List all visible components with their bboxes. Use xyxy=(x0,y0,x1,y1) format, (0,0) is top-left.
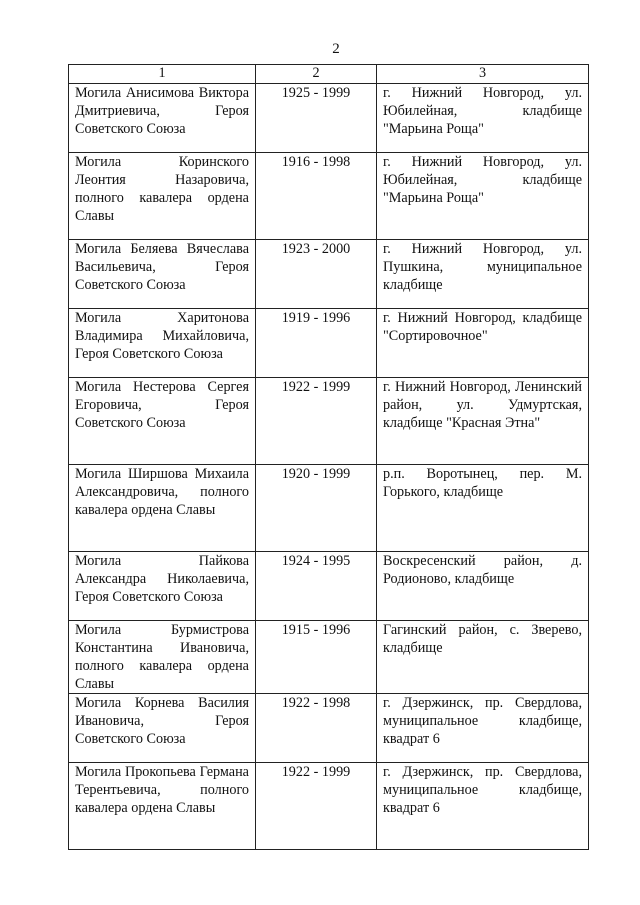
years-cell: 1916 - 1998 xyxy=(256,153,377,240)
header-row xyxy=(69,65,589,84)
table-row xyxy=(69,763,589,850)
years-cell: 1922 - 1999 xyxy=(256,763,377,850)
location-cell: р.п. Воротынец, пер. М. Горького, кладбище xyxy=(377,465,589,552)
table-row xyxy=(69,694,589,763)
years-cell: 1922 - 1998 xyxy=(256,694,377,763)
table-row xyxy=(69,621,589,694)
grave-name-cell: Могила Анисимова Виктора Дмитриевича, Героя Советского Союза xyxy=(69,84,256,153)
column-header-2: 2 xyxy=(256,65,377,84)
grave-name-cell: Могила Нестерова Сергея Егоровича, Героя Советского Союза xyxy=(69,378,256,465)
table-body xyxy=(69,84,589,850)
years-cell: 1922 - 1999 xyxy=(256,378,377,465)
table-row xyxy=(69,552,589,621)
location-cell: г. Нижний Новгород, ул. Юбилейная, кладбище "Марьина Роща" xyxy=(377,84,589,153)
table-row xyxy=(69,240,589,309)
grave-name-cell: Могила Коринского Леонтия Назаровича, полного кавалера ордена Славы xyxy=(69,153,256,240)
table-row xyxy=(69,309,589,378)
years-cell: 1920 - 1999 xyxy=(256,465,377,552)
burial-sites-table xyxy=(68,64,589,850)
grave-name-cell: Могила Пайкова Александра Николаевича, Героя Советского Союза xyxy=(69,552,256,621)
table-row xyxy=(69,465,589,552)
table-row xyxy=(69,84,589,153)
grave-name-cell: Могила Корнева Василия Ивановича, Героя Советского Союза xyxy=(69,694,256,763)
location-cell: г. Нижний Новгород, кладбище "Сортировочное" xyxy=(377,309,589,378)
grave-name-cell: Могила Бурмистрова Константина Ивановича, полного кавалера ордена Славы xyxy=(69,621,256,694)
years-cell: 1919 - 1996 xyxy=(256,309,377,378)
page-number: 2 xyxy=(332,41,340,57)
grave-name-cell: Могила Беляева Вячеслава Васильевича, Героя Советского Союза xyxy=(69,240,256,309)
table-row xyxy=(69,153,589,240)
location-cell: г. Нижний Новгород, ул. Пушкина, муниципальное кладбище xyxy=(377,240,589,309)
location-cell: г. Нижний Новгород, Ленинский район, ул. Удмуртская, кладбище "Красная Этна" xyxy=(377,378,589,465)
grave-name-cell: Могила Прокопьева Германа Терентьевича, полного кавалера ордена Славы xyxy=(69,763,256,850)
table-header xyxy=(69,65,589,84)
years-cell: 1924 - 1995 xyxy=(256,552,377,621)
years-cell: 1915 - 1996 xyxy=(256,621,377,694)
years-cell: 1923 - 2000 xyxy=(256,240,377,309)
location-cell: Воскресенский район, д. Родионово, кладбище xyxy=(377,552,589,621)
column-header-1: 1 xyxy=(69,65,256,84)
location-cell: г. Нижний Новгород, ул. Юбилейная, кладбище "Марьина Роща" xyxy=(377,153,589,240)
column-header-3: 3 xyxy=(377,65,589,84)
location-cell: г. Дзержинск, пр. Свердлова, муниципальное кладбище, квадрат 6 xyxy=(377,763,589,850)
years-cell: 1925 - 1999 xyxy=(256,84,377,153)
table-row xyxy=(69,378,589,465)
location-cell: Гагинский район, с. Зверево, кладбище xyxy=(377,621,589,694)
grave-name-cell: Могила Харитонова Владимира Михайловича, Героя Советского Союза xyxy=(69,309,256,378)
grave-name-cell: Могила Ширшова Михаила Александровича, полного кавалера ордена Славы xyxy=(69,465,256,552)
location-cell: г. Дзержинск, пр. Свердлова, муниципальное кладбище, квадрат 6 xyxy=(377,694,589,763)
